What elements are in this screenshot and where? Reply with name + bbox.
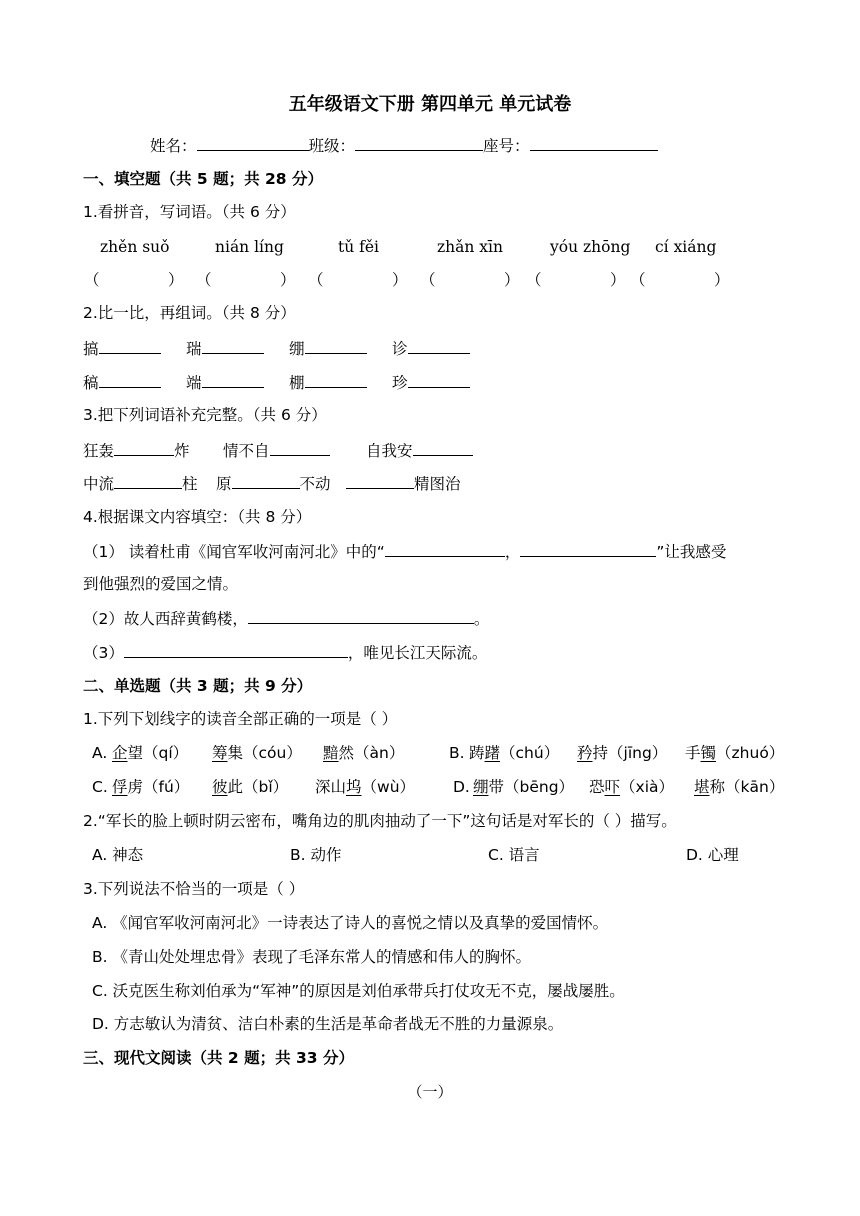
class-blank[interactable] <box>355 134 483 151</box>
idiom-item: 精图治 <box>346 472 461 495</box>
q4-item-1: （1） 读着杜甫《闻官军收河南河北》中的“ ， ”让我感受 <box>83 540 726 563</box>
option-A-label: A. <box>92 744 108 762</box>
answer-paren-4-close: ） <box>504 271 520 289</box>
idiom-item: 狂轰 炸 <box>83 439 190 462</box>
option-A-word-3: 黯然（àn） <box>323 744 405 762</box>
option-D-label: D. <box>453 778 470 796</box>
option-B-word-2: 矜持（jīng） <box>577 744 668 762</box>
class-label: 班级： <box>308 137 356 155</box>
pinyin-6: cí xiáng <box>655 238 717 256</box>
section-3-heading: 三、现代文阅读（共 2 题；共 33 分） <box>83 1049 354 1067</box>
mc3-prompt: 3.下列说法不恰当的一项是（ ） <box>83 880 305 898</box>
pinyin-1: zhěn suǒ <box>100 238 170 256</box>
poem-blank-4[interactable] <box>124 641 348 658</box>
answer-paren-5-close: ） <box>610 271 626 289</box>
compare-item: 绷 <box>289 337 367 360</box>
mc2-prompt: 2.“军长的脸上顿时阴云密布，嘴角边的肌肉抽动了一下”这句话是对军长的（ ）描写。 <box>83 812 677 830</box>
answer-paren-2-open: （ <box>196 271 212 289</box>
answer-paren-4-open: （ <box>420 271 436 289</box>
answer-paren-5-open: （ <box>526 271 542 289</box>
compare-item: 珍 <box>392 371 470 394</box>
name-label: 姓名： <box>150 137 197 155</box>
compare-item: 端 <box>186 371 264 394</box>
pinyin-4: zhǎn xīn <box>437 238 503 256</box>
option-A-word-1: 企望（qí） <box>112 744 189 762</box>
reading-part-label: （一） <box>407 1083 453 1101</box>
mc2-option-D[interactable]: D. 心理 <box>686 846 739 864</box>
option-C-word-2: 彼此（bǐ） <box>212 778 289 796</box>
q3-prompt: 3.把下列词语补充完整。（共 6 分） <box>83 406 327 424</box>
answer-paren-1-close: ） <box>168 271 184 289</box>
answer-paren-1-open: （ <box>84 271 100 289</box>
poem-blank-3[interactable] <box>248 607 474 624</box>
option-D-word-2: 恐吓（xià） <box>589 778 675 796</box>
compare-item: 搞 <box>83 337 161 360</box>
option-D-word-3: 堪称（kān） <box>694 778 785 796</box>
pinyin-3: tǔ fěi <box>338 238 380 256</box>
compare-item: 诊 <box>392 337 470 360</box>
option-B-word-1: 踌躇（chú） <box>469 744 560 762</box>
poem-blank-1[interactable] <box>385 540 505 557</box>
q4-item-3: （3） ，唯见长江天际流。 <box>83 641 487 664</box>
idiom-item: 自我安 <box>366 439 473 462</box>
q4-item-1-cont: 到他强烈的爱国之情。 <box>83 575 239 593</box>
answer-paren-2-close: ） <box>280 271 296 289</box>
mc1-prompt: 1.下列下划线字的读音全部正确的一项是（ ） <box>83 710 398 728</box>
q4-prompt: 4.根据课文内容填空：（共 8 分） <box>83 508 312 526</box>
answer-paren-3-open: （ <box>308 271 324 289</box>
mc2-option-C[interactable]: C. 语言 <box>488 846 540 864</box>
mc3-option-A[interactable]: A. 《闻官军收河南河北》一诗表达了诗人的喜悦之情以及真挚的爱国情怀。 <box>92 914 609 932</box>
answer-paren-6-close: ） <box>714 271 730 289</box>
idiom-item: 情不自 <box>223 439 330 462</box>
q4-item-2: （2）故人西辞黄鹤楼， 。 <box>83 607 489 630</box>
idiom-item: 原 不动 <box>216 472 331 495</box>
pinyin-5: yóu zhōng <box>550 238 631 256</box>
q2-prompt: 2.比一比，再组词。（共 8 分） <box>83 304 296 322</box>
pinyin-2: nián líng <box>215 238 284 256</box>
mc2-option-A[interactable]: A. 神态 <box>92 846 144 864</box>
option-C-label: C. <box>92 778 108 796</box>
compare-item: 棚 <box>289 371 367 394</box>
q1-prompt: 1.看拼音，写词语。（共 6 分） <box>83 203 296 221</box>
option-B-label: B. <box>449 744 465 762</box>
option-D-word-1: 绷带（bēng） <box>473 778 575 796</box>
answer-paren-3-close: ） <box>392 271 408 289</box>
option-C-word-3: 深山坞（wù） <box>315 778 416 796</box>
compare-item: 稿 <box>83 371 161 394</box>
mc2-option-B[interactable]: B. 动作 <box>290 846 342 864</box>
name-blank[interactable] <box>197 134 309 151</box>
mc3-option-C[interactable]: C. 沃克医生称刘伯承为“军神”的原因是刘伯承带兵打仗攻无不克，屡战屡胜。 <box>92 982 625 1000</box>
poem-blank-2[interactable] <box>520 540 656 557</box>
option-A-word-2: 筹集（cóu） <box>212 744 302 762</box>
idiom-item: 中流 柱 <box>83 472 198 495</box>
answer-paren-6-open: （ <box>630 271 646 289</box>
seat-blank[interactable] <box>530 134 658 151</box>
mc3-option-B[interactable]: B. 《青山处处埋忠骨》表现了毛泽东常人的情感和伟人的胸怀。 <box>92 948 531 966</box>
student-info-line <box>150 134 658 157</box>
option-C-word-1: 俘虏（fú） <box>112 778 190 796</box>
mc3-option-D[interactable]: D. 方志敏认为清贫、洁白朴素的生活是革命者战无不胜的力量源泉。 <box>92 1015 564 1033</box>
section-1-heading: 一、填空题（共 5 题；共 28 分） <box>83 170 323 188</box>
page-title: 五年级语文下册 第四单元 单元试卷 <box>288 94 572 115</box>
seat-label: 座号： <box>483 137 530 155</box>
option-B-word-3: 手镯（zhuó） <box>685 744 785 762</box>
section-2-heading: 二、单选题（共 3 题；共 9 分） <box>83 677 313 695</box>
compare-item: 瑞 <box>186 337 264 360</box>
